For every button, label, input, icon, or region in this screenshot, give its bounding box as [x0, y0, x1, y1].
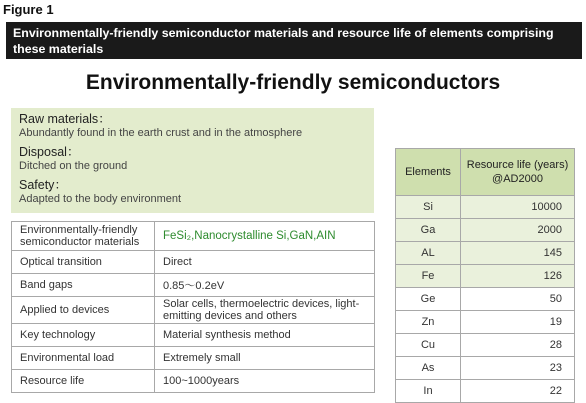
criterion-text: Adapted to the body environment [19, 193, 182, 205]
column-header-resource-life: Resource life (years) @AD2000 [461, 149, 575, 196]
property-value: Solar cells, thermoelectric devices, light-emitting devices and others [155, 297, 375, 324]
property-label: Applied to devices [12, 297, 155, 324]
table-row [396, 357, 575, 380]
element-symbol: AL [396, 242, 461, 265]
element-symbol: Ge [396, 288, 461, 311]
element-symbol: In [396, 380, 461, 403]
property-value: Extremely small [155, 347, 375, 370]
element-symbol: Ga [396, 219, 461, 242]
property-label: Key technology [12, 324, 155, 347]
table-row [396, 334, 575, 357]
table-row [396, 242, 575, 265]
table-row [12, 297, 375, 324]
criterion-heading: Disposal： [19, 145, 80, 159]
column-header-elements: Elements [396, 149, 461, 196]
table-row [396, 380, 575, 403]
page-title: Environmentally-friendly semiconductors [85, 71, 501, 94]
resource-life-value: 19 [461, 311, 575, 334]
element-symbol: Cu [396, 334, 461, 357]
table-row [396, 196, 575, 219]
properties-table [11, 221, 375, 393]
figure-label: Figure 1 [3, 2, 54, 17]
table-row [12, 251, 375, 274]
resource-life-value: 10000 [461, 196, 575, 219]
criteria-box [11, 108, 374, 213]
resource-life-value: 50 [461, 288, 575, 311]
table-row [12, 347, 375, 370]
resource-life-value: 145 [461, 242, 575, 265]
table-row [12, 370, 375, 393]
property-label: Environmental load [12, 347, 155, 370]
resource-life-value: 23 [461, 357, 575, 380]
property-label: Resource life [12, 370, 155, 393]
criterion-heading: Safety： [19, 178, 67, 192]
table-row [396, 311, 575, 334]
property-value: Material synthesis method [155, 324, 375, 347]
table-row [12, 324, 375, 347]
table-row [12, 274, 375, 297]
property-value: Direct [155, 251, 375, 274]
resource-life-value: 28 [461, 334, 575, 357]
table-row [12, 222, 375, 251]
resource-life-value: 22 [461, 380, 575, 403]
property-label: Environmentally-friendly semiconductor materials [12, 222, 155, 251]
criterion-text: Ditched on the ground [19, 160, 128, 172]
table-header-row [396, 149, 575, 196]
property-value: 100~1000years [155, 370, 375, 393]
property-label: Optical transition [12, 251, 155, 274]
property-value: 0.85～0.2eV [155, 274, 375, 297]
resource-life-value: 2000 [461, 219, 575, 242]
property-value: FeSi₂,Nanocrystalline Si,GaN,AIN [155, 222, 375, 251]
table-row [396, 265, 575, 288]
table-row [396, 219, 575, 242]
figure-caption: Environmentally-friendly semiconductor materials and resource life of elements comprising these materials [6, 22, 582, 59]
criterion-text: Abundantly found in the earth crust and in the atmosphere [19, 127, 303, 139]
element-symbol: As [396, 357, 461, 380]
element-symbol: Si [396, 196, 461, 219]
table-row [396, 288, 575, 311]
criterion-heading: Raw materials： [19, 112, 111, 126]
property-label: Band gaps [12, 274, 155, 297]
elements-table [395, 148, 575, 403]
element-symbol: Zn [396, 311, 461, 334]
resource-life-value: 126 [461, 265, 575, 288]
element-symbol: Fe [396, 265, 461, 288]
